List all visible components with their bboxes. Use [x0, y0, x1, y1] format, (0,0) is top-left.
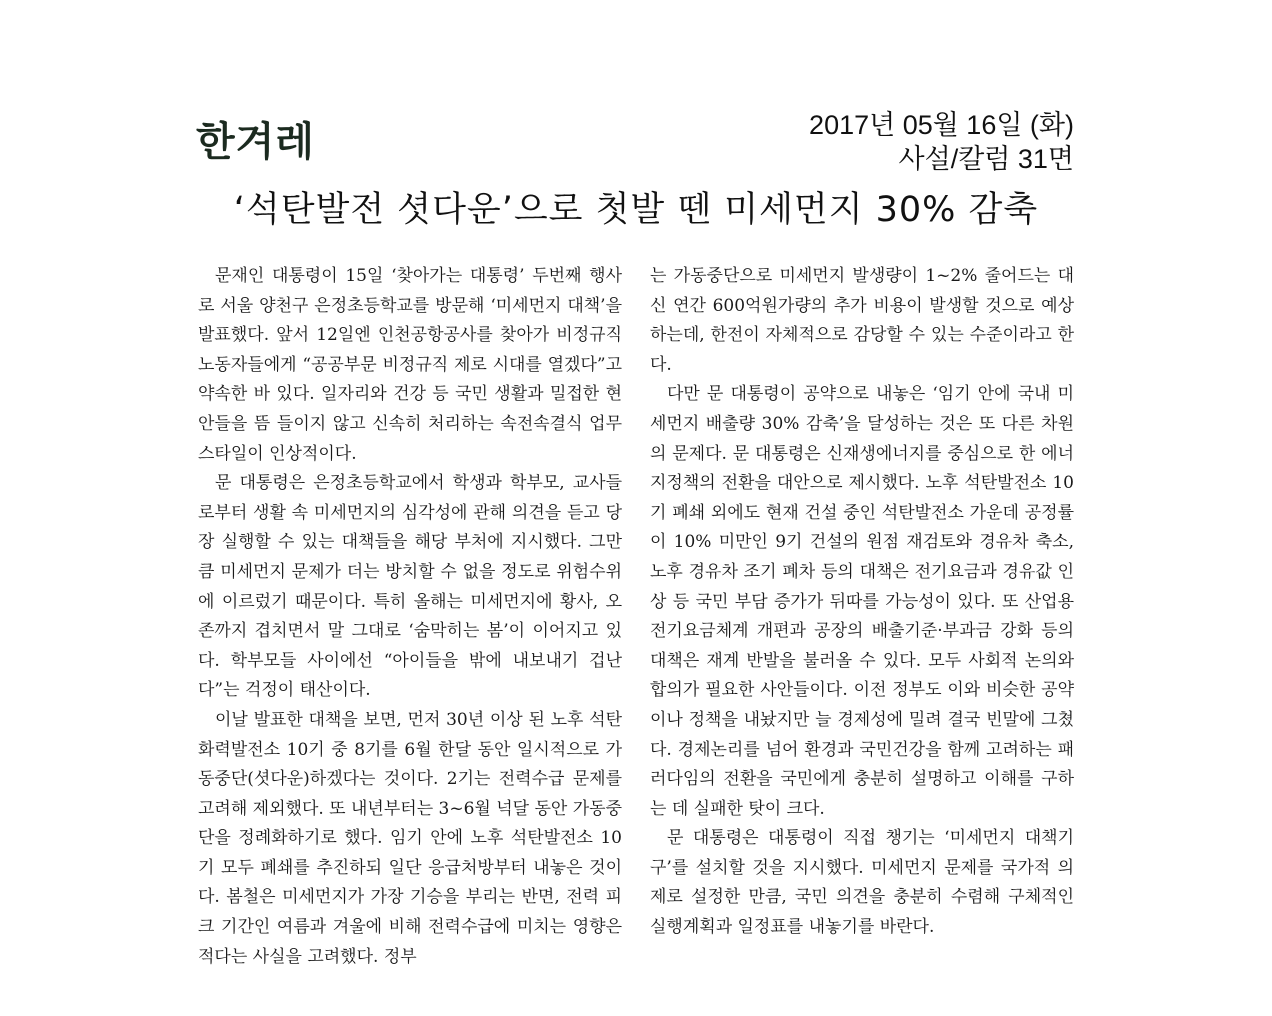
article-paragraph: 문 대통령은 대통령이 직접 챙기는 ‘미세먼지 대책기구’를 설치할 것을 지시했다. 미세먼지 문제를 국가적 의제로 설정한 만큼, 국민 의견을 충분히 수렴해 구체적인 실행계획과 일정표를 내놓기를 바란다.: [650, 828, 1074, 938]
article-paragraph: 문재인 대통령이 15일 ‘찾아가는 대통령’ 두번째 행사로 서울 양천구 은정초등학교를 방문해 ‘미세먼지 대책’을 발표했다. 앞서 12일엔 인천공항공사를 찾아가 비정규직 노동자들에게 “공공부문 비정규직 제로 시대를 열겠다”고 약속한 바 있다. 일자리와 건강 등 국민 생활과 밀접한 현안들을 뜸 들이지 않고 신속히 처리하는 속전속결식 업무 스타일이 인상적이다.: [198, 266, 622, 464]
article-column-left: [198, 262, 622, 972]
newspaper-logo: [196, 118, 356, 170]
dateline: [809, 108, 1074, 176]
article-paragraph-continuation: 는 가동중단으로 미세먼지 발생량이 1~2% 줄어드는 대신 연간 600억원가량의 추가 비용이 발생할 것으로 예상하는데, 한전이 자체적으로 감당할 수 있는 수준이라고 한다.: [650, 266, 1074, 375]
article-paragraph: 다만 문 대통령이 공약으로 내놓은 ‘임기 안에 국내 미세먼지 배출량 30% 감축’을 달성하는 것은 또 다른 차원의 문제다. 문 대통령은 신재생에너지를 중심으로 한 에너지정책의 전환을 대안으로 제시했다. 노후 석탄발전소 10기 폐쇄 외에도 현재 건설 중인 석탄발전소 가운데 공정률이 10% 미만인 9기 건설의 원점 재검토와 경유차 축소, 노후 경유차 조기 폐차 등의 대책은 전기요금과 경유값 인상 등 국민 부담 증가가 뒤따를 가능성이 있다. 또 산업용 전기요금체계 개편과 공장의 배출기준·부과금 강화 등의 대책은 재계 반발을 불러올 수 있다. 모두 사회적 논의와 합의가 필요한 사안들이다. 이전 정부도 이와 비슷한 공약이나 정책을 내놨지만 늘 경제성에 밀려 결국 빈말에 그쳤다. 경제논리를 넘어 환경과 국민건강을 함께 고려하는 패러다임의 전환을 국민에게 충분히 설명하고 이해를 구하는 데 실패한 탓이 크다.: [650, 384, 1074, 819]
page-section: 사설/칼럼 31면: [898, 144, 1074, 174]
article-paragraph: 이날 발표한 대책을 보면, 먼저 30년 이상 된 노후 석탄화력발전소 10기 중 8기를 6월 한달 동안 일시적으로 가동중단(셧다운)하겠다는 것이다. 2기는 전력수급 문제를 고려해 제외했다. 또 내년부터는 3~6월 넉달 동안 가동중단을 정례화하기로 했다. 임기 안에 노후 석탄발전소 10기 모두 폐쇄를 추진하되 일단 응급처방부터 내놓은 것이다. 봄철은 미세먼지가 가장 기승을 부리는 반면, 전력 피크 기간인 여름과 겨울에 비해 전력수급에 미치는 영향은 적다는 사실을 고려했다. 정부: [198, 709, 622, 967]
publication-date: 2017년 05월 16일 (화): [809, 110, 1074, 140]
article-headline: ‘석탄발전 셧다운’으로 첫발 뗀 미세먼지 30% 감축: [233, 190, 1039, 230]
article-column-right: [650, 262, 1074, 943]
newspaper-logo-text: 한겨레: [196, 119, 315, 165]
article-paragraph: 문 대통령은 은정초등학교에서 학생과 학부모, 교사들로부터 생활 속 미세먼지의 심각성에 관해 의견을 듣고 당장 실행할 수 있는 대책들을 해당 부처에 지시했다. 그만큼 미세먼지 문제가 더는 방치할 수 없을 정도로 위험수위에 이르렀기 때문이다. 특히 올해는 미세먼지에 황사, 오존까지 겹치면서 말 그대로 ‘숨막히는 봄’이 이어지고 있다. 학부모들 사이에선 “아이들을 밖에 내보내기 겁난다”는 걱정이 태산이다.: [198, 473, 622, 701]
